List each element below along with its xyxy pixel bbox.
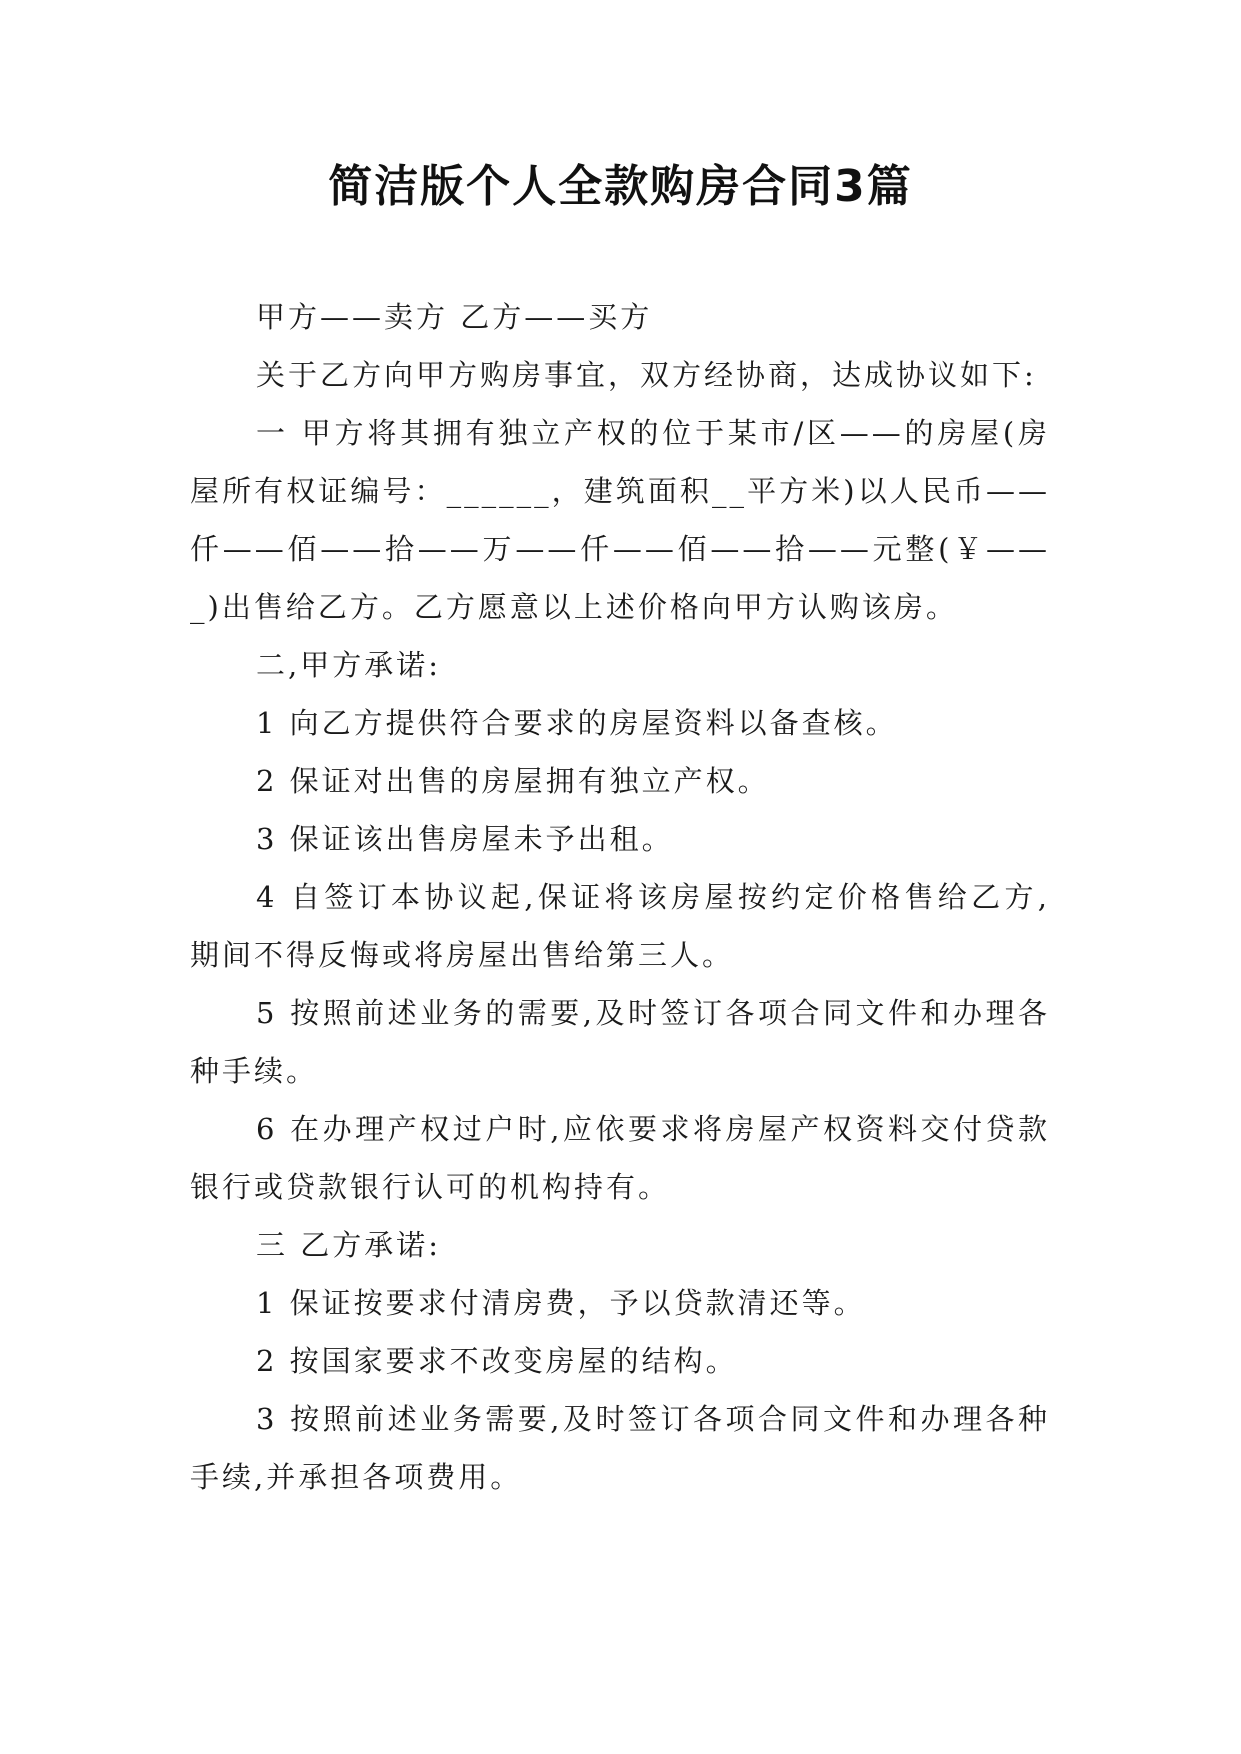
party-b-item-2: 2 按国家要求不改变房屋的结构。 (256, 1344, 738, 1378)
parties-line: 甲方——卖方 乙方——买方 (256, 300, 653, 334)
clause-one-paragraph: 一 甲方将其拥有独立产权的位于某市/区——的房屋(房屋所有权证编号：______，建筑面积__平方米)以人民币——仟——佰——拾——万——仟——佰——拾——元整(￥——_)出售给乙方。乙方愿意以上述价格向甲方认购该房。 (190, 416, 1050, 624)
party-b-item-3: 3 按照前述业务需要,及时签订各项合同文件和办理各种手续,并承担各项费用。 (190, 1402, 1050, 1494)
party-a-item-6: 6 在办理产权过户时,应依要求将房屋产权资料交付贷款银行或贷款银行认可的机构持有。 (190, 1112, 1050, 1204)
preamble-paragraph: 关于乙方向甲方购房事宜，双方经协商，达成协议如下: (256, 358, 1037, 392)
party-a-item-3: 3 保证该出售房屋未予出租。 (256, 822, 674, 856)
document-title: 简洁版个人全款购房合同3篇 (328, 161, 913, 212)
document-body (190, 288, 1050, 1506)
party-a-item-4: 4 自签订本协议起,保证将该房屋按约定价格售给乙方,期间不得反悔或将房屋出售给第三人。 (190, 880, 1050, 972)
party-a-item-5: 5 按照前述业务的需要,及时签订各项合同文件和办理各种手续。 (190, 996, 1050, 1088)
section-heading-party-a: 二,甲方承诺: (256, 648, 441, 682)
section-heading-party-b: 三 乙方承诺: (256, 1228, 441, 1262)
party-a-item-2: 2 保证对出售的房屋拥有独立产权。 (256, 764, 770, 798)
party-a-item-1: 1 向乙方提供符合要求的房屋资料以备查核。 (256, 706, 898, 740)
party-b-item-1: 1 保证按要求付清房费，予以贷款清还等。 (256, 1286, 866, 1320)
